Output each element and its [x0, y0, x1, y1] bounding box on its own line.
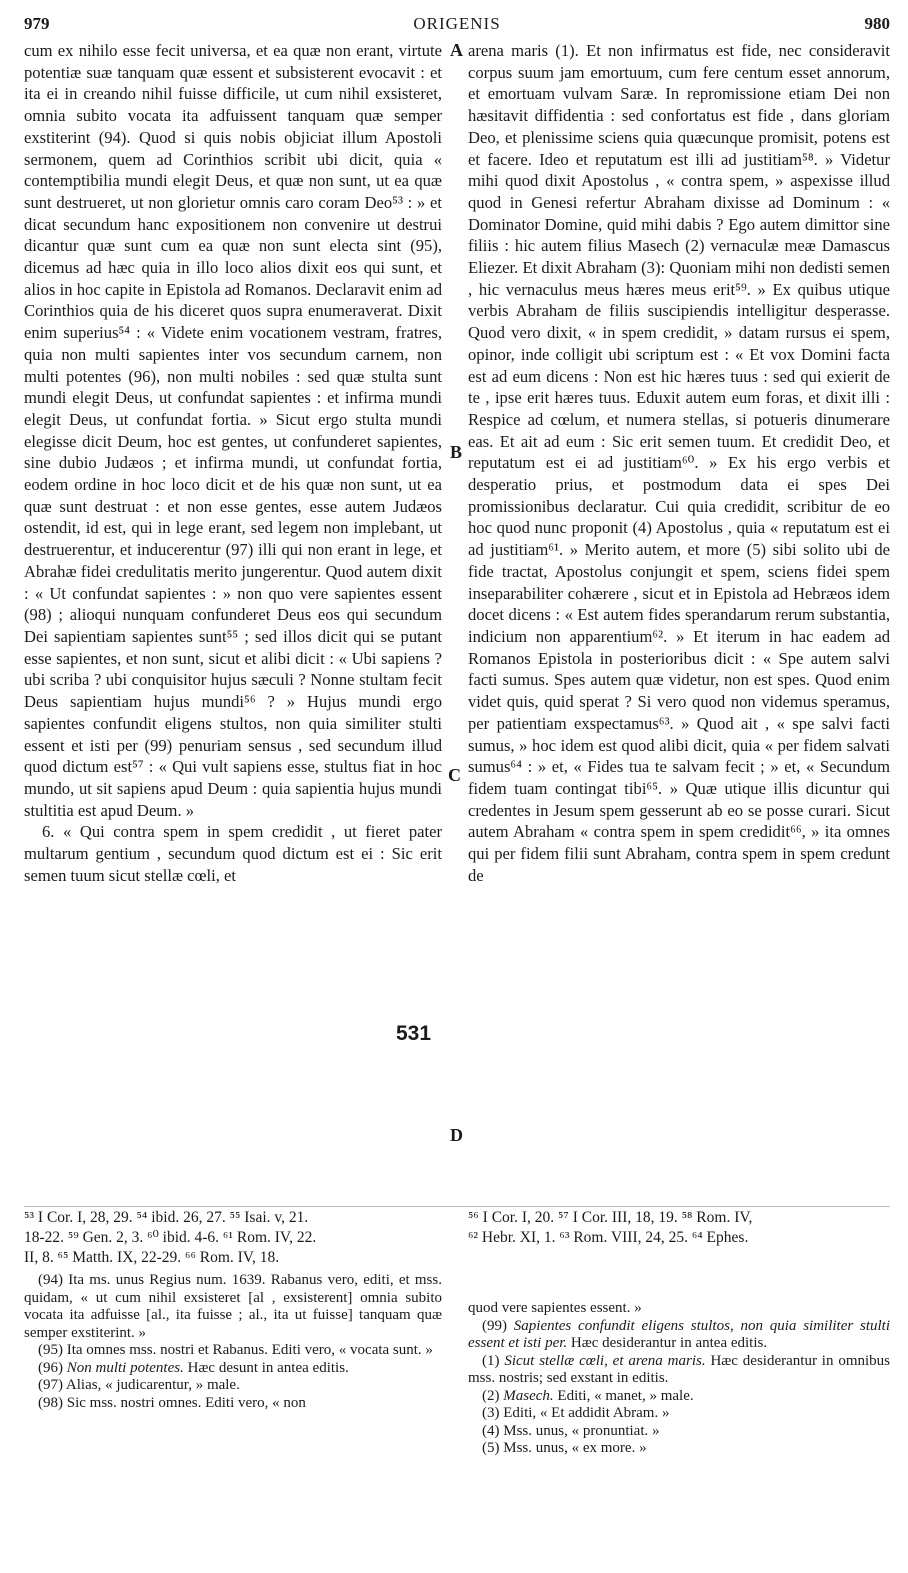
note-5: (5) Mss. unus, « ex more. » [482, 1440, 647, 1456]
note-text: Hæc desunt in antea editis. [187, 1359, 349, 1376]
scripture-references-right [468, 1208, 890, 1248]
note-text: Editi, « manet, » male. [557, 1387, 694, 1404]
running-title: ORIGENIS [413, 14, 501, 33]
margin-letter-a: A [450, 40, 463, 60]
paragraph: 6. « Qui contra spem in spem credidit , ut fieret pater multarum gentium , secundum quod dictum est ei : Sic erit semen tuum sicut stellæ cœli, et [24, 822, 442, 885]
note-2 [468, 1388, 890, 1406]
note-1 [468, 1353, 890, 1388]
margin-page-number: 531 [396, 1022, 432, 1045]
reference-line: ⁵³ I Cor. I, 28, 29. ⁵⁴ ibid. 26, 27. ⁵⁵ Isai. v, 21. [24, 1209, 309, 1226]
note-4: (4) Mss. unus, « pronuntiat. » [482, 1422, 660, 1439]
margin-letter-c: C [448, 765, 461, 785]
margin-letter-b: B [450, 442, 463, 462]
note-label: (1) [482, 1352, 500, 1369]
note-label: (96) [38, 1359, 63, 1376]
reference-line: ⁶² Hebr. XI, 1. ⁶³ Rom. VIII, 24, 25. ⁶⁴ Ephes. [468, 1229, 749, 1246]
editorial-notes-left [24, 1272, 442, 1412]
note-96 [24, 1360, 442, 1378]
note-98-continued: quod vere sapientes essent. » [468, 1300, 642, 1316]
note-text: Hæc desiderantur in antea editis. [570, 1335, 768, 1351]
note-99 [468, 1318, 890, 1353]
reference-line: II, 8. ⁶⁵ Matth. IX, 22-29. ⁶⁶ Rom. IV, 18. [24, 1249, 280, 1266]
note-lemma: Non multi potentes. [66, 1359, 184, 1376]
page-number-left: 979 [24, 14, 50, 33]
note-label: (99) [482, 1317, 507, 1334]
note-94: (94) Ita ms. unus Regius num. 1639. Rabanus vero, editi, et mss. quidam, « ut cum nihil exsisteret [al , exsisterent] omnia subito vocata ita adfuisse [al., ita fuisse ; al., ita ut fuisse] tanquam quæ semper exstiterint. » [24, 1272, 442, 1341]
page-header [24, 14, 890, 38]
paragraph: cum ex nihilo esse fecit universa, et ea quæ non erant, virtute potentiæ suæ tanquam quæ essent et subsisterent evocavit : et ita ei in creando nihil fuisse difficile, ut cum nihil exsisteret, omnia subito vocata ita adfuissent tanquam quæ semper exstiterint (94). Quod si quis nobis objiciat illum Apostoli sermonem, quem ad Corinthios scribit ubi dicit, quia « contemptibilia mundi elegit Deus, et quæ non sunt, ut ea quæ sunt destrueret, ut non glorietur omnis caro coram Deo⁵³ : » et dicat secundum hanc expositionem non convenire ut destrui dicantur quæ sunt cum ea quæ non sunt electa sint (95), dicemus ad hæc quia in illo loco alios dixit eos qui sunt, et alios in hoc capite in Epistola ad Romanos. Declaravit enim ad Corinthios quia de his diceret quos supra enumeraverat. Dixit enim superius⁵⁴ : « Videte enim vocationem vestram, fratres, quia non multi sapientes inter vos secundum carnem, non multi potentes (96), non multi nobiles : sed quæ stulta sunt mundi elegit Deus, ut confundat sapientes : et infirma mundi elegit Deus, ut confundat fortia. » Sicut ergo stulta mundi elegisse dicit Deum, hoc est gentes, ut confunderet sapientes, sine dubio Judæos ; et infirma mundi, ut confundat fortia, eodem ordine in hoc loco dicit et de his quæ non sunt, ut ea quæ sunt destruat : et non esse gentes, esse autem Judæos ostendit, id est, qui in lege erant, sed legem non implebant, ut destruerentur, et inducerentur (97) illi qui non erant in lege, et Abrahæ fidei credulitatis merito jungerentur. Quod autem dixit : « Ut confundat sapientes : » non quo vere sapientes essent (98) ; alioqui nunquam confunderet Deus eos qui secundum Dei sapientiam sapientes sunt⁵⁵ ; sed illos dicit qui se putant esse sapientes, et non sunt, sicut et alibi dicit : « Ubi sapiens ? ubi scriba ? ubi conquisitor hujus sæculi ? Nonne stultam fecit Deus sapientiam hujus mundi⁵⁶ ? » Hujus mundi ergo sapientes confundit eligens stultos, non quia similiter stulti essent et isti per (99) penuriam sensus , sed secundum illud quod dictum est⁵⁷ : « Qui vult sapiens esse, stultus fiat in hoc mundo, ut sit sapiens apud Deum : quia sapientia hujus mundi stultitia est apud Deum. » [24, 41, 442, 820]
editorial-notes-right [468, 1300, 890, 1458]
margin-letter-d: D [450, 1125, 463, 1145]
right-text-column [468, 40, 890, 886]
reference-line: 18-22. ⁵⁹ Gen. 2, 3. ⁶⁰ ibid. 4-6. ⁶¹ Rom. IV, 22. [24, 1229, 317, 1246]
note-97: (97) Alias, « judicarentur, » male. [38, 1377, 240, 1393]
reference-line: ⁵⁶ I Cor. I, 20. ⁵⁷ I Cor. III, 18, 19. ⁵⁸ Rom. IV, [468, 1209, 753, 1226]
note-text: Hæc desiderantur in omnibus mss. nostris; sed exstant in editis. [468, 1352, 890, 1386]
footnote-divider [24, 1206, 890, 1207]
note-lemma: Sapientes confundit eligens stultos, non quia similiter stulti essent et isti per. [468, 1317, 890, 1351]
note-95: (95) Ita omnes mss. nostri et Rabanus. Editi vero, « vocata sunt. » [38, 1342, 433, 1358]
note-label: (2) [482, 1387, 500, 1404]
page-number-right: 980 [864, 14, 890, 33]
left-text-column [24, 40, 442, 886]
paragraph: arena maris (1). Et non infirmatus est fide, nec consideravit corpus suum jam emortuum, cum fere centum esset annorum, et emortuam vulvam Saræ. In repromissione etiam Dei non hæsitavit diffidentia : sed confortatus est fide , dans gloriam Deo, et plenissime sciens quia quæcunque promisit, potens est et facere. Ideo et reputatum est illi ad justitiam⁵⁸. » Videtur mihi quod dixit Apostolus , « contra spem, » aspexisse illud quod in Genesi refertur Abraham dixisse ad Dominum : « Dominator Domine, quid mihi dabis ? Ego autem dimittor sine filiis : hic autem filius Masech (2) vernaculæ meæ Damascus Eliezer. Et dixit Abraham (3): Quoniam mihi non dedisti semen , hic vernaculus meus hæres meus erit⁵⁹. » Ex quibus utique verbis Abraham de filiis suscipiendis intelligitur desperasse. Quod vero dixit, « in spem credidit, » datam rursus ei spem, opinor, inde colligit ubi scriptum est : « Et vox Domini facta est ad eum dicens : Non est hic hæres tuus : sed qui exierit de te , ipse erit hæres tuus. Eduxit autem eum foras, et dixit illi : Respice ad cœlum, et numera stellas, si potueris dinumerare eas. Et ait ad eum : Sic erit semen tuum. Et credidit Deo, et reputatum est ei ad justitiam⁶⁰. » Ex his ergo verbis et desperatio prius, et postmodum data ei spes Dei promissionibus declaratur. Cui quia credidit, scribitur de eo hoc quod nunc proponit (4) Apostolus , quia « reputatum est ei ad justitiam⁶¹. » Merito autem, et more (5) sibi solito ubi de fide tractat, Apostolus conjungit et spem, sciens fidei spem inseparabiliter cohærere , sicut et in Epistola ad Hebræos idem docet dicens : « Est autem fides sperandarum rerum substantia, indicium non apparentium⁶². » Et iterum in hac eadem ad Romanos Epistola in posterioribus dicit : « Spe autem salvi facti sumus. Spes autem quæ videtur, non est spes. Quod enim videt quis, quid sperat ? Si vero quod non videmus speramus, per patientiam exspectamus⁶³. » Quod ait , « spe salvi facti sumus, » hoc idem est quod alibi dicit, quia « per fidem salvati sumus⁶⁴ : » et, « Fides tua te salvam fecit ; » et, « Secundum fidem tuam contingat tibi⁶⁵. » Quæ utique illis dicuntur qui credentes in Jesum spem gesserunt ab eo se posse curari. Sicut autem Abraham « contra spem in spem credidit⁶⁶, » ita omnes qui per fidem filii sunt Abraham, contra spem in spem credunt de [468, 41, 890, 885]
note-lemma: Sicut stellæ cœli, et arena maris. [504, 1352, 706, 1369]
note-3: (3) Editi, « Et addidit Abram. » [482, 1405, 670, 1421]
note-lemma: Masech. [503, 1387, 554, 1404]
note-98: (98) Sic mss. nostri omnes. Editi vero, « non [38, 1394, 306, 1411]
scripture-references-left [24, 1208, 454, 1268]
